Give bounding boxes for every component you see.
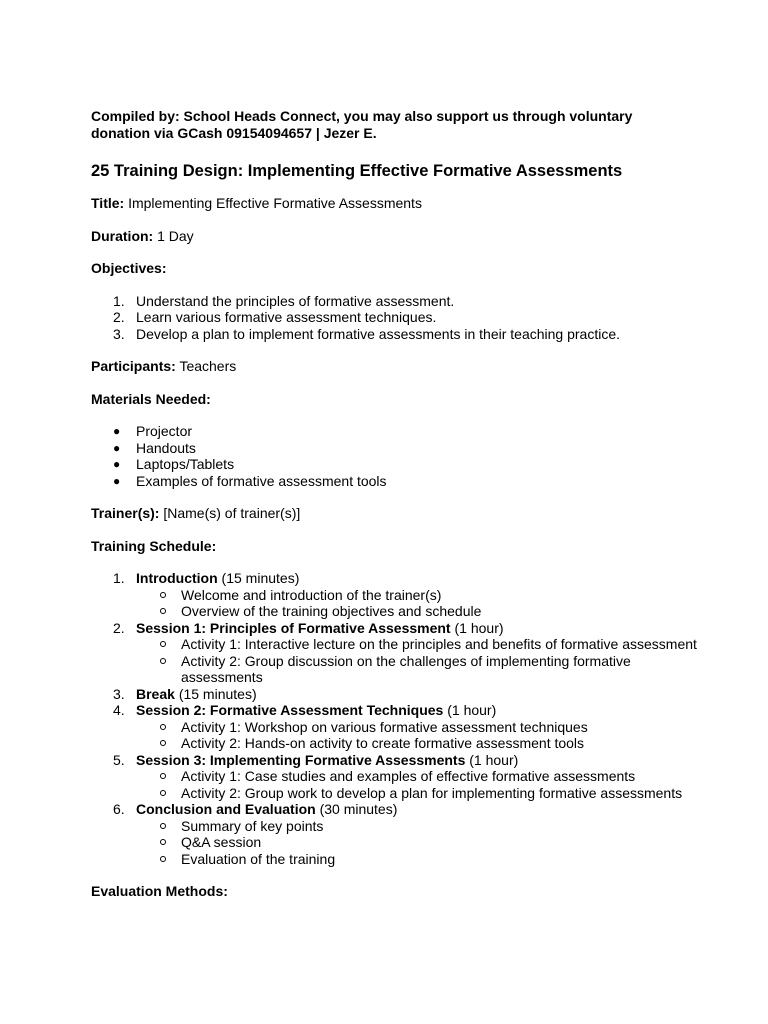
schedule-sub-list [136, 636, 708, 686]
circle-bullet-icon [160, 823, 166, 829]
schedule-sub-text: Activity 2: Group work to develop a plan for implementing formative assessments [181, 784, 683, 801]
schedule-list [91, 570, 708, 867]
compiled-by-line-2: donation via GCash 09154094657 | Jezer E. [91, 124, 377, 141]
circle-bullet-icon [160, 740, 166, 746]
schedule-item [91, 702, 708, 752]
schedule-sub-text: Activity 2: Group discussion on the challenges of implementing formative assessments [181, 652, 631, 685]
schedule-sub-text: Overview of the training objectives and schedule [181, 603, 482, 619]
schedule-item-title: Break [136, 685, 175, 702]
list-number: 1. [113, 292, 125, 309]
circle-bullet-icon [160, 724, 166, 730]
bullet-icon: ● [113, 440, 121, 455]
list-number: 2. [113, 619, 125, 636]
circle-bullet-icon [160, 641, 166, 647]
compiled-by-line-1: Compiled by: School Heads Connect, you may also support us through voluntary [91, 108, 633, 124]
schedule-item [91, 570, 708, 620]
circle-bullet-icon [160, 592, 166, 598]
evaluation-methods-heading: Evaluation Methods: [91, 883, 228, 899]
circle-bullet-icon [160, 773, 166, 779]
objective-text: Learn various formative assessment techniques. [136, 309, 437, 325]
title-field [91, 195, 708, 212]
schedule-sub-item [136, 785, 708, 802]
duration-value: 1 Day [157, 227, 194, 244]
circle-bullet-icon [160, 856, 166, 862]
schedule-sub-item [136, 719, 708, 736]
schedule-sub-text: Welcome and introduction of the trainer(s) [181, 586, 442, 603]
title-label: Title: [91, 195, 125, 211]
material-item [91, 440, 708, 457]
schedule-sub-item [136, 603, 708, 620]
bullet-icon: ● [113, 457, 121, 471]
schedule-item [91, 620, 708, 686]
circle-bullet-icon [160, 608, 166, 614]
material-item [91, 423, 708, 440]
material-item [91, 473, 708, 490]
bullet-icon: ● [113, 473, 121, 488]
participants-label: Participants: [91, 358, 176, 374]
schedule-sub-item [136, 735, 708, 752]
schedule-item-title: Session 2: Formative Assessment Techniques [136, 702, 444, 718]
schedule-sub-text: Q&A session [181, 834, 262, 850]
title-value: Implementing Effective Formative Assessments [128, 195, 422, 211]
material-text: Examples of formative assessment tools [136, 472, 387, 489]
schedule-item [91, 801, 708, 867]
schedule-sub-item [136, 834, 708, 851]
schedule-item-title: Conclusion and Evaluation [136, 801, 316, 817]
schedule-sub-item [136, 636, 708, 653]
schedule-sub-list [136, 587, 708, 620]
trainers-label: Trainer(s): [91, 505, 160, 521]
schedule-sub-item [136, 818, 708, 835]
material-item [91, 456, 708, 473]
material-text: Handouts [136, 439, 196, 456]
schedule-heading: Training Schedule: [91, 537, 217, 554]
list-number: 4. [113, 702, 125, 718]
material-text: Laptops/Tablets [136, 456, 235, 472]
schedule-item-title: Introduction [136, 570, 218, 586]
schedule-item-title: Session 1: Principles of Formative Assessment [136, 619, 451, 636]
material-text: Projector [136, 423, 193, 439]
objective-item [91, 309, 708, 326]
schedule-sub-item [136, 768, 708, 785]
schedule-sub-text: Evaluation of the training [181, 850, 336, 867]
circle-bullet-icon [160, 658, 166, 664]
compiled-by-note [91, 108, 708, 141]
objectives-heading: Objectives: [91, 260, 167, 276]
list-number: 3. [113, 685, 125, 702]
schedule-sub-list [136, 768, 708, 801]
duration-label: Duration: [91, 227, 154, 244]
list-number: 1. [113, 570, 125, 586]
objective-text: Develop a plan to implement formative assessments in their teaching practice. [136, 325, 621, 342]
schedule-sub-text: Activity 2: Hands-on activity to create formative assessment tools [181, 735, 585, 751]
circle-bullet-icon [160, 839, 166, 845]
participants-value: Teachers [179, 358, 237, 374]
participants-field [91, 358, 708, 375]
document-title: 25 Training Design: Implementing Effective Formative Assessments [91, 162, 623, 180]
schedule-sub-list [136, 818, 708, 868]
bullet-icon: ● [113, 424, 121, 438]
objective-item [91, 326, 708, 343]
objectives-list [91, 293, 708, 343]
objective-text: Understand the principles of formative assessment. [136, 292, 455, 309]
schedule-sub-item [136, 851, 708, 868]
schedule-item-duration: (1 hour) [469, 751, 519, 768]
schedule-sub-item [136, 587, 708, 604]
objective-item [91, 293, 708, 310]
schedule-sub-text: Activity 1: Case studies and examples of effective formative assessments [181, 768, 636, 784]
schedule-item [91, 686, 708, 703]
materials-heading: Materials Needed: [91, 390, 211, 407]
list-number: 3. [113, 325, 125, 342]
schedule-item-duration: (1 hour) [454, 619, 504, 636]
schedule-item [91, 752, 708, 802]
schedule-sub-text: Summary of key points [181, 817, 324, 834]
schedule-item-duration: (1 hour) [447, 702, 497, 718]
schedule-item-duration: (15 minutes) [221, 570, 300, 586]
circle-bullet-icon [160, 790, 166, 796]
list-number: 5. [113, 751, 125, 768]
schedule-sub-item [136, 653, 708, 686]
schedule-item-title: Session 3: Implementing Formative Assessments [136, 751, 466, 768]
list-number: 2. [113, 309, 125, 325]
duration-field [91, 228, 708, 245]
trainers-field [91, 505, 708, 522]
schedule-sub-text: Activity 1: Interactive lecture on the principles and benefits of formative assessment [181, 636, 697, 652]
schedule-item-duration: (15 minutes) [178, 685, 257, 702]
schedule-sub-text: Activity 1: Workshop on various formative assessment techniques [181, 718, 588, 735]
trainers-value: [Name(s) of trainer(s)] [163, 505, 301, 521]
materials-list [91, 423, 708, 489]
list-number: 6. [113, 801, 125, 817]
schedule-item-duration: (30 minutes) [319, 801, 398, 817]
schedule-sub-list [136, 719, 708, 752]
